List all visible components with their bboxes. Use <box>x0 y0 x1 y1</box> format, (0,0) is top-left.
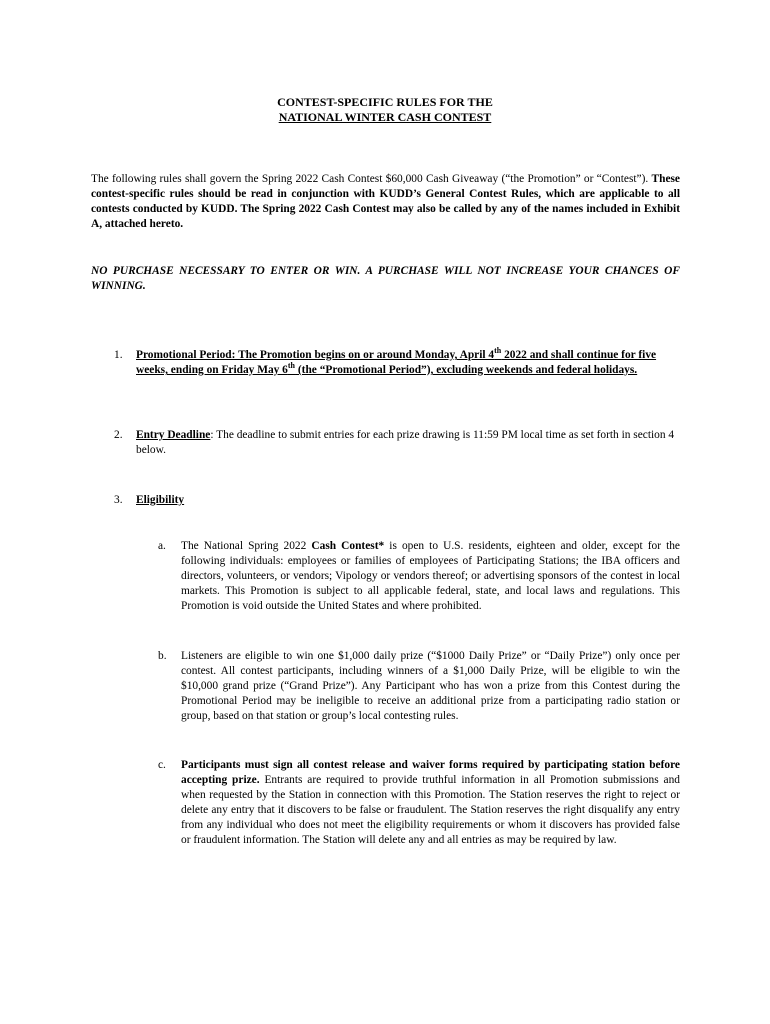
rule-text <box>136 428 680 458</box>
rule-text-part: (the “Promotional Period”), excluding weekends and federal holidays. <box>295 364 638 376</box>
ordinal-suffix: th <box>287 361 296 371</box>
rule-heading: Entry Deadline <box>136 429 211 441</box>
intro-paragraph <box>91 172 680 232</box>
document-title <box>0 95 770 125</box>
title-line-1: CONTEST-SPECIFIC RULES FOR THE <box>277 95 493 109</box>
ordinal-suffix: th <box>494 346 502 356</box>
title-line-2: NATIONAL WINTER CASH CONTEST <box>278 110 492 124</box>
rule-number: 1. <box>114 349 123 361</box>
subitem-letter: b. <box>158 650 167 662</box>
subitem-text <box>181 758 680 848</box>
rule-text <box>136 493 680 508</box>
rule-heading: Eligibility <box>136 494 185 506</box>
subitem-text-part: Entrants are required to provide truthful information in all Promotion submissions and when requested by the Station in connection with this Promotion. The Station reserves the right to reject or delete any entry that it discovers to be false or fraudulent. The Station reserves the right disqualify any entry from any individual who does not meet the eligibility requirements or whom it discovers has provided false or fraudulent information. The Station will delete any and all entries as may be required by law. <box>181 774 680 846</box>
subitem-bold-text: Participants must sign all contest release and waiver forms required by participating station before accepting prize. <box>181 759 680 786</box>
subitem-text-part: is open to U.S. residents, eighteen and older, except for the following individuals: employees or families of employees of Participating Stations; the IBA officers and directors, volunteers, or vendors; Vipology or vendors thereof; or advertising sponsors of the contest in local markets. This Promotion is subject to all applicable federal, state, and local laws and regulations. This Promotion is void outside the United States and where prohibited. <box>181 540 680 612</box>
intro-plain-text: The following rules shall govern the Spring 2022 Cash Contest $60,000 Cash Giveaway (“the Promotion” or “Contest”). <box>91 173 652 185</box>
intro-bold-text: These contest-specific rules should be read in conjunction with KUDD’s General Contest Rules, which are applicable to all contests conducted by KUDD. The Spring 2022 Cash Contest may also be called by any of the names included in Exhibit A, attached hereto. <box>91 173 680 230</box>
rule-text-part: : The deadline to submit entries for each prize drawing is 11:59 PM local time as set forth in section 4 below. <box>136 429 675 456</box>
rule-number: 2. <box>114 429 123 441</box>
rule-text-part: Promotional Period: The Promotion begins on or around Monday, April 4 <box>136 349 495 361</box>
notice-period: . <box>142 280 146 292</box>
subitem-letter: c. <box>158 759 166 771</box>
subitem-text: Listeners are eligible to win one $1,000 daily prize (“$1000 Daily Prize” or “Daily Prize”) only once per contest. All contest participants, including winners of a $1,000 Daily Prize, will be eligible to win the $10,000 grand prize (“Grand Prize”). Any Participant who has won a prize from this Contest during the Promotional Period may be ineligible to receive an additional prize from a participating radio station or group, based on that station or group’s local contesting rules. <box>181 650 680 722</box>
no-purchase-notice <box>91 264 680 294</box>
rule-number: 3. <box>114 494 123 506</box>
notice-text: NO PURCHASE NECESSARY TO ENTER OR WIN. A PURCHASE WILL NOT INCREASE YOUR CHANCES OF WINNING <box>91 265 680 292</box>
rule-text <box>136 348 680 378</box>
subitem-text-part: The National Spring 2022 <box>181 540 312 552</box>
rule-text-part: 2022 and shall continue for five weeks, ending on Friday May 6 <box>136 349 657 376</box>
subitem-bold-text: Cash Contest* <box>311 540 385 552</box>
subitem-letter: a. <box>158 540 166 552</box>
subitem-text <box>181 539 680 614</box>
